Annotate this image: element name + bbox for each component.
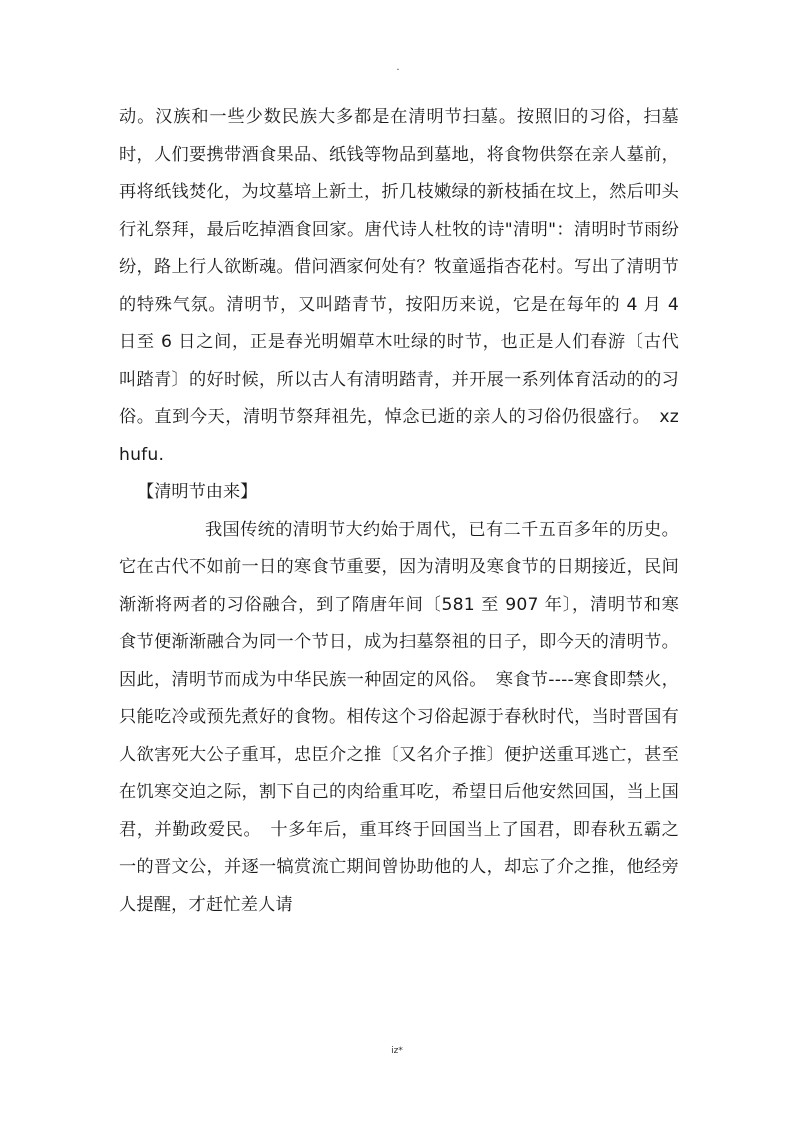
section-heading-origin: 【清明节由来】 [137, 482, 258, 502]
paragraph-qingming-origin: 我国传统的清明节大约始于周代，已有二千五百多年的历史。它在古代不如前一日的寒食节重要，因为清明及寒食节的日期接近，民间渐渐将两者的习俗融合，到了隋唐年间〔581 至 907 年〕，清明节和寒食节便渐渐融合为同一个节日，成为扫墓祭祖的日子，即今天的清明节。因此，清明节而成为中华民族一种固定的风俗。 寒食节----寒食即禁火，只能吃冷或预先煮好的食物。相传这个习俗起源于春秋时代，当时晋国有人欲害死大公子重耳，忠臣介之推〔又名介子推〕便护送重耳逃亡，甚至在饥寒交迫之际，割下自己的肉给重耳吃，希望日后他安然回国，当上国君，并勤政爱民。 十多年后，重耳终于回国当上了国君，即春秋五霸之一的晋文公，并逐一犒赏流亡期间曾协助他的人，却忘了介之推，他经旁人提醒，才赶忙差人请 [119, 519, 679, 915]
document-body [119, 99, 679, 924]
paragraph-qingming-customs: 动。汉族和一些少数民族大多都是在清明节扫墓。按照旧的习俗，扫墓时，人们要携带酒食果品、纸钱等物品到墓地，将食物供祭在亲人墓前，再将纸钱焚化，为坟墓培上新土，折几枝嫩绿的新枝插在坟上，然后叩头行礼祭拜，最后吃掉酒食回家。唐代诗人杜牧的诗"清明"：清明时节雨纷纷，路上行人欲断魂。借问酒家何处有？牧童遥指杏花村。写出了清明节的特殊气氛。清明节，又叫踏青节，按阳历来说，它是在每年的 4 月 4 日至 6 日之间，正是春光明媚草木吐绿的时节，也正是人们春游〔古代叫踏青〕的好时候，所以古人有清明踏青，并开展一系列体育活动的的习俗。直到今天，清明节祭拜祖先，悼念已逝的亲人的习俗仍很盛行。 xzhufu. [119, 107, 679, 465]
page-header-mark: . [396, 62, 400, 73]
page-footer-mark: iz* [391, 1046, 403, 1056]
